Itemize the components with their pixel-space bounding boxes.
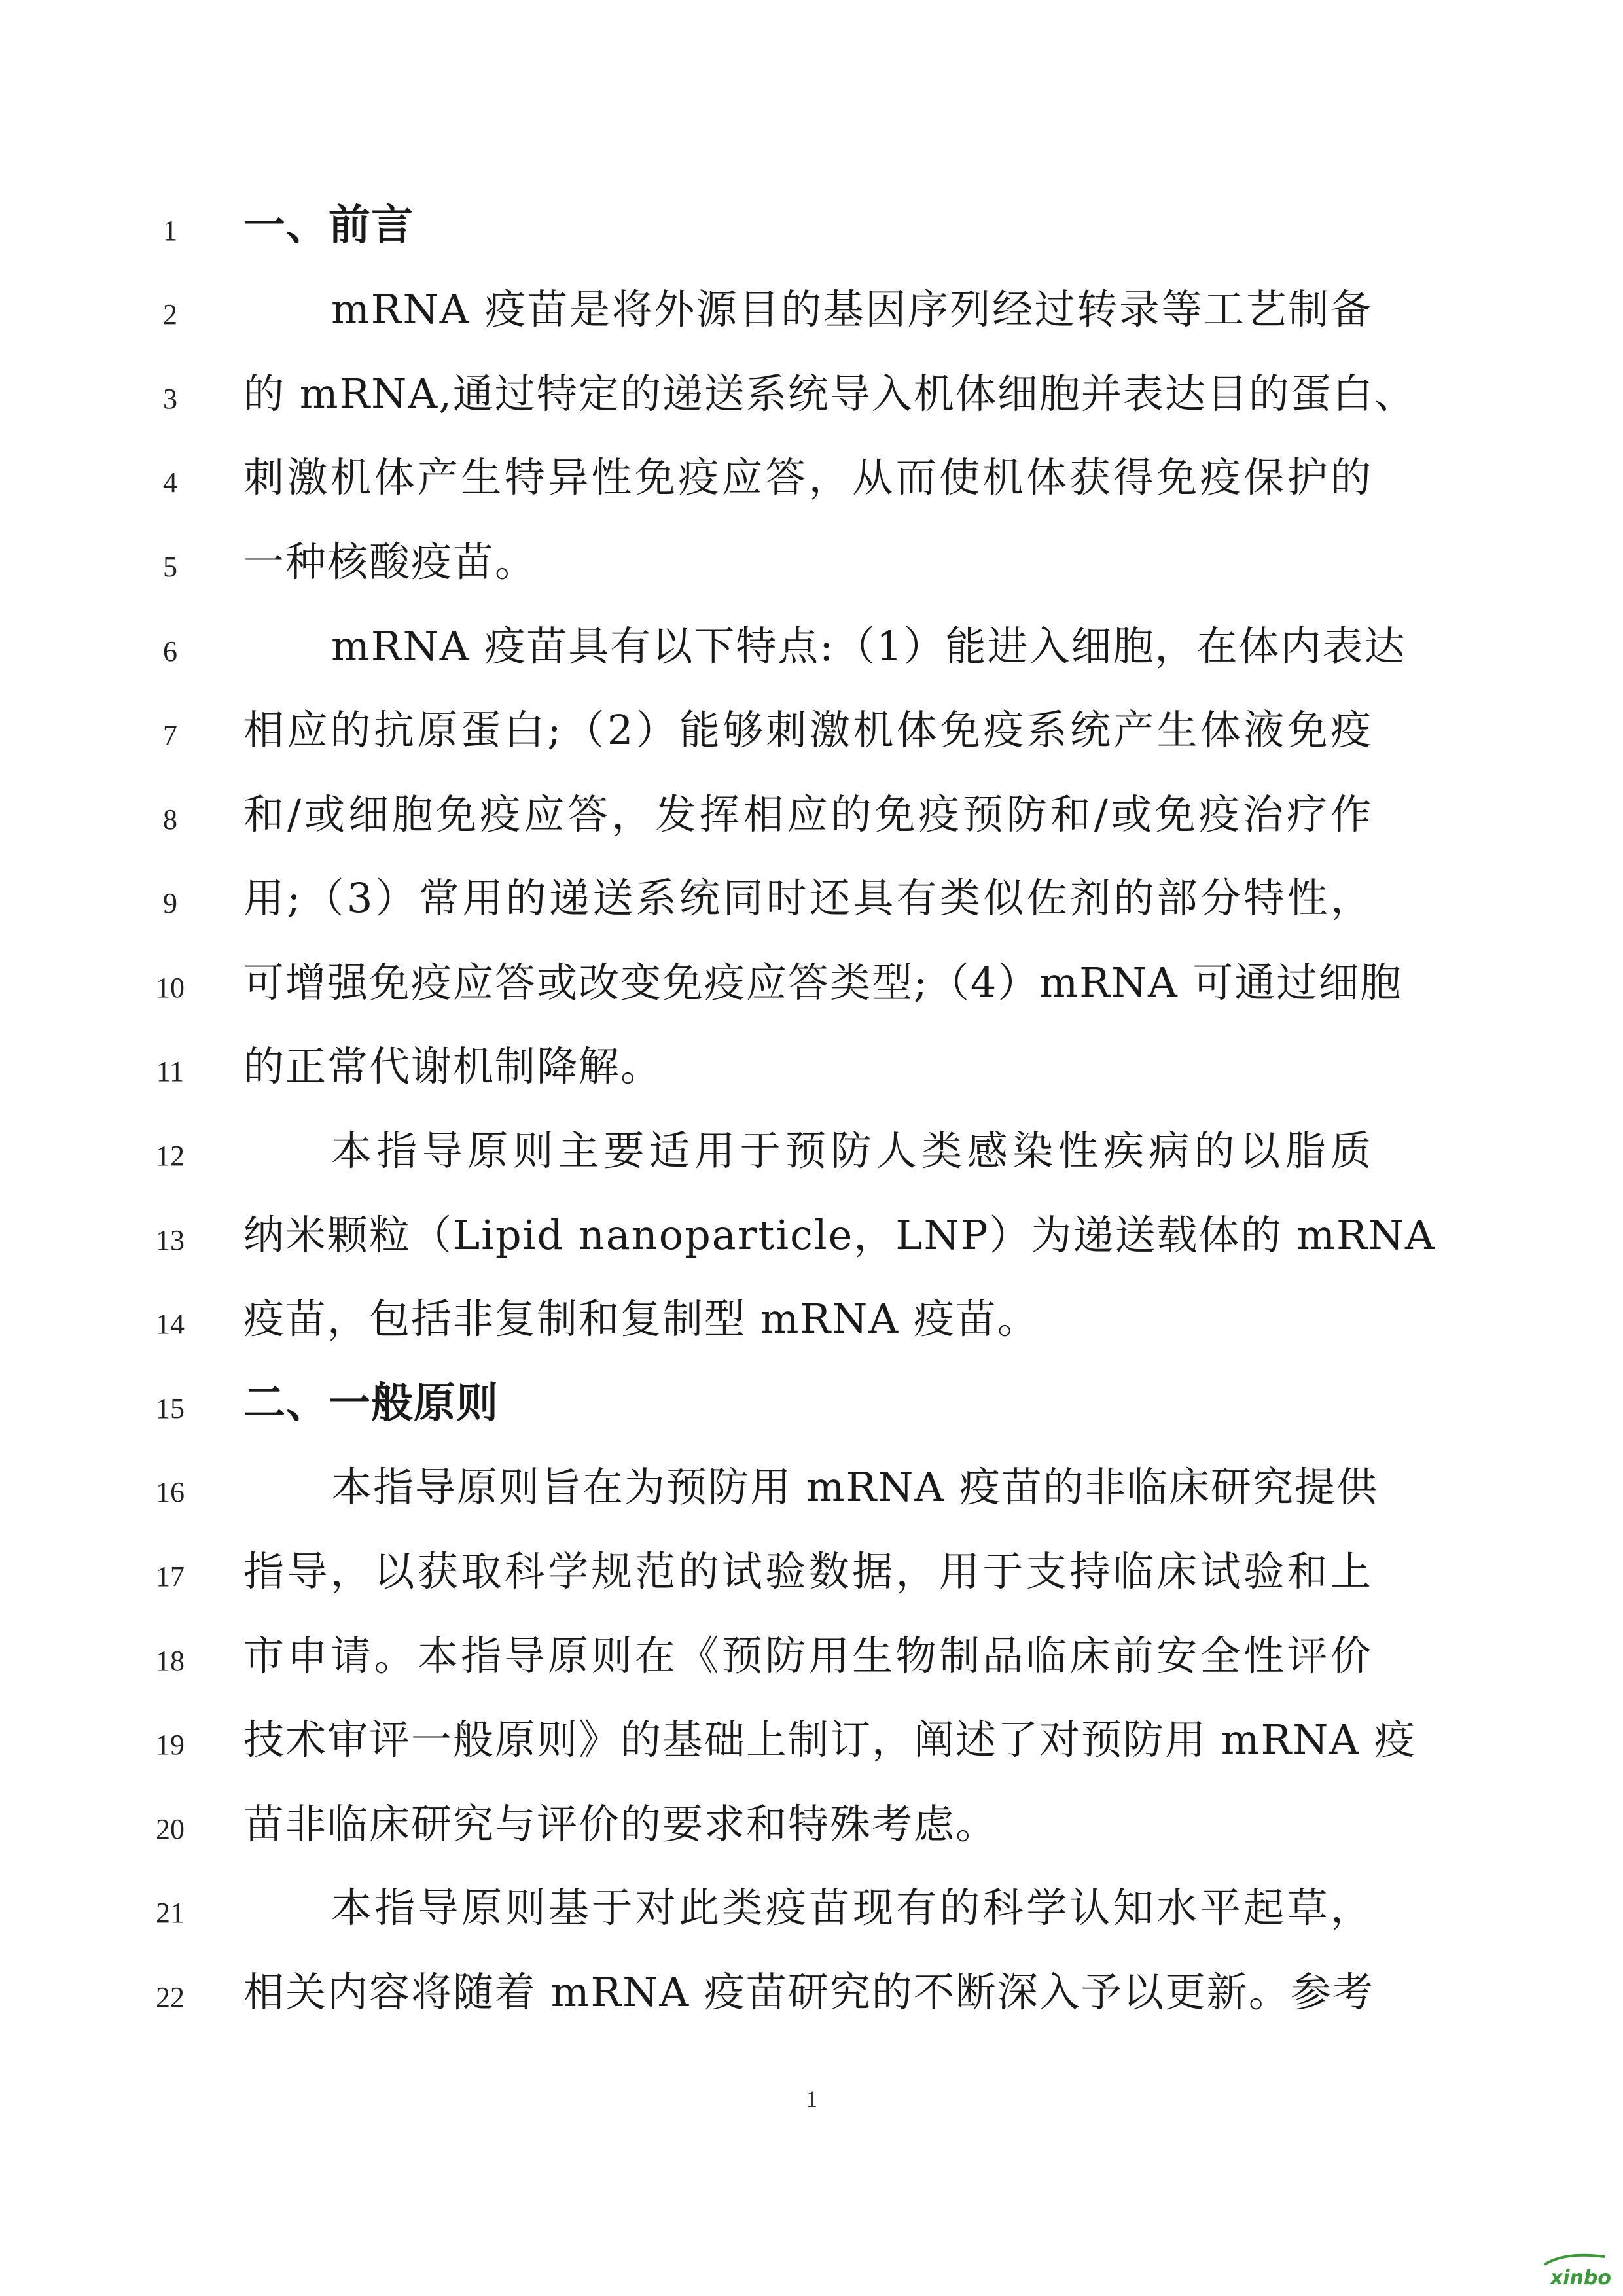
text-line: 的 mRNA,通过特定的递送系统导入机体细胞并表达目的蛋白、 [243, 370, 1416, 417]
line-number: 4 [163, 467, 177, 499]
line-number: 10 [156, 972, 185, 1004]
watermark-logo [1539, 2250, 1611, 2289]
line-number: 17 [156, 1561, 185, 1593]
line-number: 12 [156, 1140, 185, 1172]
text-line: 相应的抗原蛋白;（2）能够刺激机体免疫系统产生体液免疫 [243, 706, 1372, 754]
line-number: 7 [163, 719, 177, 751]
text-line: 可增强免疫应答或改变免疫应答类型;（4）mRNA 可通过细胞 [243, 959, 1402, 1006]
line-number: 19 [156, 1729, 185, 1761]
text-line: 本指导原则旨在为预防用 mRNA 疫苗的非临床研究提供 [331, 1463, 1378, 1511]
line-number: 18 [156, 1645, 185, 1677]
text-line: 指导，以获取科学规范的试验数据，用于支持临床试验和上 [243, 1547, 1372, 1595]
section-heading: 一、前言 [243, 202, 414, 250]
text-line: 的正常代谢机制降解。 [243, 1042, 663, 1090]
text-line: mRNA 疫苗具有以下特点:（1）能进入细胞，在体内表达 [331, 622, 1406, 670]
watermark-text: xinbo [1550, 2267, 1611, 2289]
line-number: 8 [163, 804, 177, 836]
text-line: 和/或细胞免疫应答，发挥相应的免疫预防和/或免疫治疗作 [243, 790, 1372, 838]
text-line: 技术审评一般原则》的基础上制订，阐述了对预防用 mRNA 疫 [243, 1716, 1416, 1763]
line-number: 20 [156, 1813, 185, 1845]
line-number: 5 [163, 551, 177, 583]
line-number: 6 [163, 635, 177, 667]
text-line: mRNA 疫苗是将外源目的基因序列经过转录等工艺制备 [331, 285, 1372, 333]
line-number: 14 [156, 1308, 185, 1340]
text-line: 疫苗，包括非复制和复制型 mRNA 疫苗。 [243, 1295, 1039, 1343]
text-line: 苗非临床研究与评价的要求和特殊考虑。 [243, 1800, 998, 1848]
text-line: 纳米颗粒（Lipid nanoparticle，LNP）为递送载体的 mRNA [243, 1211, 1436, 1259]
page-number: 1 [806, 2086, 817, 2112]
line-number: 9 [163, 887, 177, 919]
line-number: 1 [163, 215, 177, 247]
text-line: 相关内容将随着 mRNA 疫苗研究的不断深入予以更新。参考 [243, 1968, 1374, 2016]
line-number: 21 [156, 1897, 185, 1929]
line-number: 11 [156, 1055, 185, 1087]
text-line: 市申请。本指导原则在《预防用生物制品临床前安全性评价 [243, 1632, 1372, 1680]
line-number: 13 [156, 1224, 185, 1256]
line-number: 16 [156, 1476, 185, 1508]
line-number: 2 [163, 298, 177, 330]
text-line: 一种核酸疫苗。 [243, 538, 537, 586]
text-line: 刺激机体产生特异性免疫应答，从而使机体获得免疫保护的 [243, 453, 1372, 501]
text-line: 本指导原则主要适用于预防人类感染性疾病的以脂质 [331, 1127, 1372, 1174]
line-number: 22 [156, 1981, 185, 2013]
line-number: 15 [156, 1392, 185, 1424]
text-line: 本指导原则基于对此类疫苗现有的科学认知水平起草， [331, 1884, 1372, 1932]
text-line: 用;（3）常用的递送系统同时还具有类似佐剂的部分特性， [243, 874, 1372, 922]
line-number: 3 [163, 383, 177, 415]
section-heading: 二、一般原则 [243, 1379, 499, 1428]
